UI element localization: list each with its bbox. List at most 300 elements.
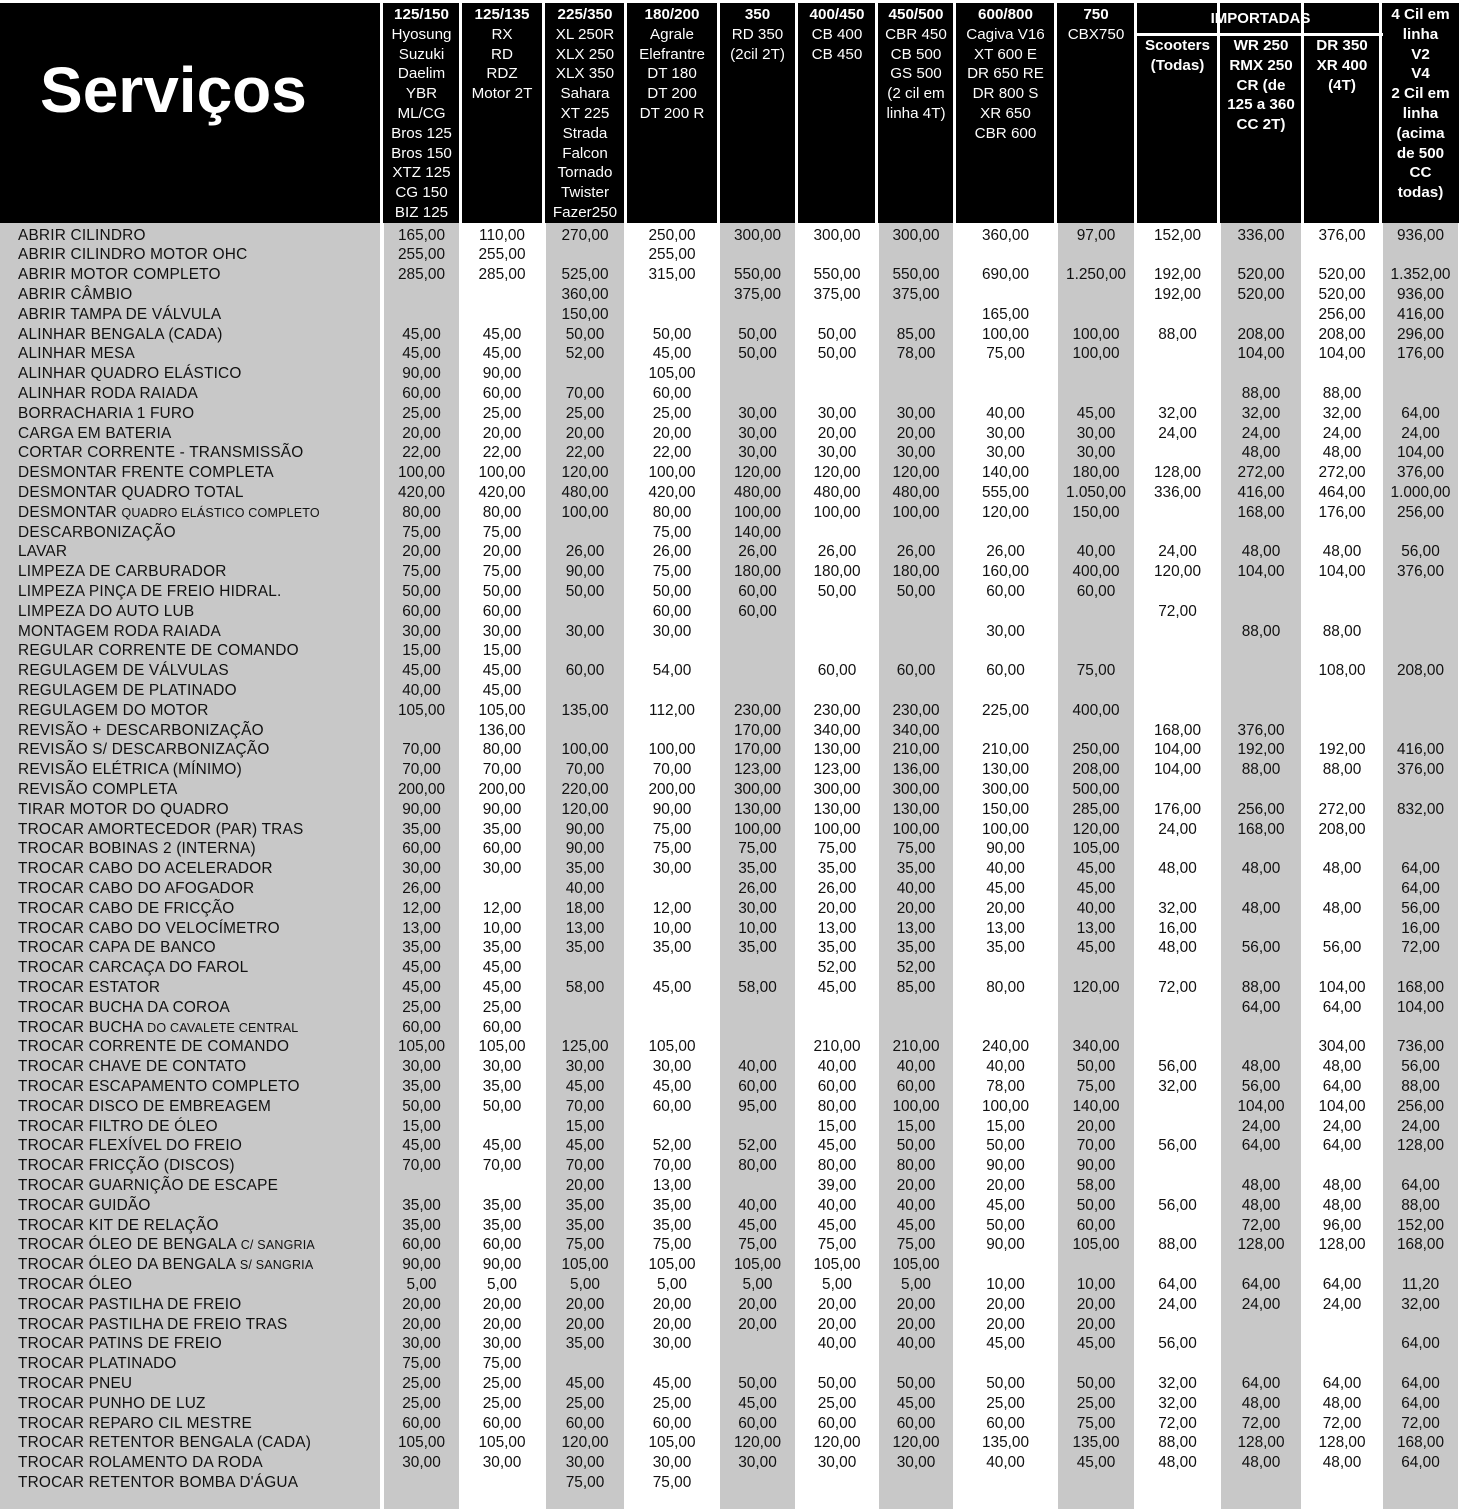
table-row — [0, 1037, 1459, 1057]
price-cell: 20,00 — [986, 899, 1025, 917]
price-cell: 48,00 — [1241, 543, 1281, 561]
price-cell: 96,00 — [1322, 1216, 1362, 1234]
service-label: TROCAR ÓLEO DA BENGALA — [18, 1256, 240, 1274]
service-label: TROCAR PASTILHA DE FREIO TRAS — [18, 1315, 288, 1333]
price-cell: 40,00 — [738, 1196, 777, 1214]
price-cell: 72,00 — [1158, 1414, 1197, 1432]
price-cell: 45,00 — [738, 1216, 777, 1234]
price-cell: 60,00 — [402, 840, 441, 858]
price-cell: 24,00 — [1158, 424, 1197, 442]
table-row — [0, 958, 1459, 978]
price-cell: 208,00 — [1396, 662, 1445, 680]
price-cell: 45,00 — [1076, 879, 1116, 897]
price-cell: 35,00 — [565, 860, 605, 878]
price-cell: 56,00 — [1241, 1077, 1281, 1095]
table-row — [0, 325, 1459, 345]
price-cell: 60,00 — [738, 1077, 777, 1095]
price-cell: 176,00 — [1153, 800, 1202, 818]
price-cell: 40,00 — [896, 1196, 936, 1214]
price-cell: 104,00 — [1237, 345, 1285, 363]
service-label: REGULAGEM DE VÁLVULAS — [18, 662, 229, 680]
price-cell: 20,00 — [402, 1295, 441, 1313]
price-cell: 20,00 — [565, 1315, 605, 1333]
column-header-line: CC 2T) — [1236, 116, 1286, 134]
price-cell: 420,00 — [397, 483, 446, 501]
column-header-line: Twister — [560, 184, 610, 202]
price-cell: 48,00 — [1322, 444, 1362, 462]
price-cell: 130,00 — [892, 800, 940, 818]
price-cell: 192,00 — [1153, 266, 1202, 284]
table-row — [0, 1235, 1459, 1255]
price-cell: 60,00 — [482, 840, 522, 858]
service-label: DESMONTAR — [18, 503, 122, 521]
column-header-line: Bros 125 — [391, 124, 452, 142]
price-cell: 416,00 — [1396, 741, 1445, 759]
price-cell: 35,00 — [482, 1077, 522, 1095]
price-cell: 340,00 — [1072, 1038, 1120, 1056]
service-label: TROCAR GUIDÃO — [18, 1196, 151, 1214]
price-cell: 25,00 — [402, 1374, 441, 1392]
price-cell: 16,00 — [1158, 919, 1197, 937]
service-name — [18, 503, 320, 524]
service-name — [18, 1394, 206, 1414]
price-cell: 168,00 — [1396, 1434, 1445, 1452]
table-row — [0, 344, 1459, 364]
price-cell: 75,00 — [652, 1236, 692, 1254]
column-header-line: (2cil 2T) — [730, 45, 785, 63]
price-cell: 100,00 — [561, 741, 609, 759]
price-cell: 135,00 — [1072, 1434, 1120, 1452]
column-header-line: CBX750 — [1067, 25, 1125, 43]
service-name — [18, 1117, 218, 1137]
price-cell: 56,00 — [1401, 543, 1440, 561]
price-cell: 255,00 — [478, 246, 526, 264]
price-cell: 300,00 — [733, 780, 782, 798]
column-header-6 — [798, 5, 876, 64]
price-cell: 80,00 — [738, 1157, 777, 1175]
price-cell: 30,00 — [565, 622, 605, 640]
service-label: LIMPEZA PINÇA DE FREIO HIDRAL. — [18, 582, 282, 600]
table-row — [0, 998, 1459, 1018]
table-row — [0, 1057, 1459, 1077]
price-cell: 64,00 — [1241, 1137, 1281, 1155]
price-cell: 26,00 — [896, 543, 936, 561]
column-header-line: RD — [491, 45, 513, 63]
price-cell: 35,00 — [482, 1196, 522, 1214]
price-cell: 170,00 — [733, 721, 782, 739]
price-cell: 336,00 — [1153, 483, 1202, 501]
price-cell: 52,00 — [817, 959, 857, 977]
price-cell: 375,00 — [733, 285, 782, 303]
price-cell: 72,00 — [1158, 978, 1197, 996]
price-cell: 45,00 — [896, 1216, 936, 1234]
service-label: REVISÃO COMPLETA — [18, 780, 178, 798]
price-cell: 464,00 — [1318, 483, 1366, 501]
service-name — [18, 602, 194, 622]
price-cell: 520,00 — [1237, 266, 1285, 284]
price-cell: 936,00 — [1396, 226, 1445, 244]
column-header-line: XLX 350 — [555, 65, 615, 83]
price-cell: 20,00 — [565, 1176, 605, 1194]
column-header-line: XT 600 E — [973, 45, 1038, 63]
price-cell: 50,00 — [1076, 1374, 1116, 1392]
price-cell: 20,00 — [738, 1315, 777, 1333]
price-cell: 64,00 — [1401, 1454, 1440, 1472]
table-row — [0, 1018, 1459, 1038]
price-cell: 11,20 — [1401, 1275, 1440, 1293]
price-cell: 13,00 — [652, 1176, 692, 1194]
price-cell: 45,00 — [482, 345, 522, 363]
service-label: DESMONTAR QUADRO TOTAL — [18, 483, 244, 501]
service-name — [18, 1433, 311, 1453]
price-cell: 20,00 — [402, 424, 441, 442]
price-cell: 50,00 — [817, 1374, 857, 1392]
price-cell: 26,00 — [652, 543, 692, 561]
price-cell: 45,00 — [1076, 404, 1116, 422]
price-cell: 20,00 — [1076, 1315, 1116, 1333]
price-cell: 90,00 — [482, 1256, 522, 1274]
price-cell: 192,00 — [1153, 285, 1202, 303]
price-cell: 75,00 — [482, 523, 522, 541]
price-cell: 75,00 — [1076, 1414, 1116, 1432]
table-row — [0, 285, 1459, 305]
price-cell: 35,00 — [652, 939, 692, 957]
price-cell: 52,00 — [896, 959, 936, 977]
service-label: BORRACHARIA 1 FURO — [18, 404, 195, 422]
service-label: TROCAR ESTATOR — [18, 978, 161, 996]
column-header-line: Daelim — [397, 65, 446, 83]
service-name — [18, 978, 160, 998]
price-cell: 20,00 — [652, 424, 692, 442]
service-label: TROCAR DISCO DE EMBREAGEM — [18, 1097, 271, 1115]
price-cell: 25,00 — [482, 1374, 522, 1392]
service-name — [18, 1216, 219, 1236]
price-cell: 20,00 — [565, 1295, 605, 1313]
price-cell: 140,00 — [1072, 1097, 1120, 1115]
price-cell: 555,00 — [981, 483, 1030, 501]
price-cell: 100,00 — [648, 741, 696, 759]
service-name — [18, 1077, 300, 1097]
price-cell: 30,00 — [817, 1454, 857, 1472]
price-cell: 32,00 — [1158, 899, 1197, 917]
price-cell: 100,00 — [561, 503, 609, 521]
price-cell: 5,00 — [901, 1275, 931, 1293]
service-name — [18, 523, 176, 543]
price-cell: 45,00 — [482, 959, 522, 977]
price-cell: 30,00 — [896, 1454, 936, 1472]
column-header-line: Scooters — [1145, 37, 1210, 54]
price-cell: 25,00 — [402, 998, 441, 1016]
service-name — [18, 226, 146, 246]
table-row — [0, 1136, 1459, 1156]
price-cell: 80,00 — [402, 503, 441, 521]
price-cell: 88,00 — [1241, 978, 1281, 996]
price-cell: 64,00 — [1241, 1374, 1281, 1392]
price-cell: 48,00 — [1241, 1176, 1281, 1194]
price-cell: 75,00 — [402, 523, 441, 541]
price-cell: 48,00 — [1241, 1196, 1281, 1214]
price-cell: 35,00 — [565, 1335, 605, 1353]
price-cell: 168,00 — [1237, 503, 1285, 521]
service-name — [18, 483, 244, 503]
table-row — [0, 820, 1459, 840]
price-cell: 168,00 — [1396, 978, 1445, 996]
table-row — [0, 661, 1459, 681]
price-cell: 120,00 — [892, 1434, 940, 1452]
price-cell: 70,00 — [565, 1157, 605, 1175]
price-cell: 80,00 — [482, 503, 522, 521]
price-cell: 120,00 — [561, 1434, 609, 1452]
price-cell: 70,00 — [482, 1157, 522, 1175]
column-header-line: todas) — [1397, 184, 1444, 202]
service-name — [18, 325, 223, 345]
service-label: ABRIR CILINDRO — [18, 226, 146, 244]
price-cell: 100,00 — [892, 1097, 940, 1115]
service-label: DESMONTAR FRENTE COMPLETA — [18, 464, 274, 482]
price-cell: 24,00 — [1322, 424, 1362, 442]
price-cell: 10,00 — [986, 1275, 1025, 1293]
price-cell: 192,00 — [1237, 741, 1285, 759]
price-cell: 256,00 — [1318, 305, 1366, 323]
price-cell: 60,00 — [896, 1077, 936, 1095]
price-cell: 90,00 — [986, 1236, 1025, 1254]
service-name — [18, 1176, 278, 1196]
price-cell: 40,00 — [986, 1058, 1025, 1076]
price-cell: 48,00 — [1322, 1454, 1362, 1472]
price-cell: 152,00 — [1153, 226, 1202, 244]
price-cell: 26,00 — [986, 543, 1025, 561]
column-header-line: DT 200 R — [639, 104, 705, 122]
column-header-line: WR 250 — [1233, 37, 1289, 54]
price-cell: 60,00 — [738, 582, 777, 600]
price-cell: 80,00 — [986, 978, 1025, 996]
column-header-line: XT 225 — [560, 104, 610, 122]
price-cell: 255,00 — [397, 246, 446, 264]
service-label: LIMPEZA DO AUTO LUB — [18, 602, 195, 620]
price-cell: 30,00 — [652, 1454, 692, 1472]
table-row — [0, 1097, 1459, 1117]
price-cell: 208,00 — [1318, 820, 1366, 838]
price-cell: 50,00 — [817, 325, 857, 343]
price-cell: 400,00 — [1072, 701, 1120, 719]
service-label: ABRIR MOTOR COMPLETO — [18, 266, 221, 284]
table-row — [0, 879, 1459, 899]
price-cell: 400,00 — [1072, 563, 1120, 581]
service-label: TROCAR PATINS DE FREIO — [18, 1335, 222, 1353]
service-name — [18, 899, 234, 919]
column-header-line: CB 450 — [811, 45, 863, 63]
price-cell: 40,00 — [986, 404, 1025, 422]
price-cell: 30,00 — [565, 1454, 605, 1472]
table-row — [0, 1374, 1459, 1394]
price-cell: 40,00 — [565, 879, 605, 897]
column-header-line: linha 4T) — [886, 104, 946, 122]
price-cell: 20,00 — [817, 424, 857, 442]
column-header-line: 400/450 — [809, 6, 865, 23]
price-cell: 45,00 — [565, 1137, 605, 1155]
table-row — [0, 483, 1459, 503]
price-cell: 50,00 — [738, 345, 777, 363]
service-label: REGULAGEM DE PLATINADO — [18, 681, 237, 699]
service-name — [18, 1473, 298, 1493]
price-cell: 5,00 — [487, 1275, 517, 1293]
service-name — [18, 1018, 298, 1039]
price-cell: 70,00 — [402, 741, 441, 759]
service-label: TROCAR FLEXÍVEL DO FREIO — [18, 1137, 243, 1155]
price-cell: 32,00 — [1322, 404, 1362, 422]
service-label: ALINHAR BENGALA (CADA) — [18, 325, 223, 343]
price-cell: 88,00 — [1158, 325, 1197, 343]
price-cell: 60,00 — [565, 1414, 605, 1432]
price-cell: 20,00 — [482, 424, 522, 442]
service-label: TROCAR FRICÇÃO (DISCOS) — [18, 1157, 235, 1175]
price-cell: 20,00 — [896, 1315, 936, 1333]
price-cell: 45,00 — [1076, 1454, 1116, 1472]
price-cell: 25,00 — [482, 1394, 522, 1412]
price-cell: 60,00 — [652, 1414, 692, 1432]
price-cell: 208,00 — [1318, 325, 1366, 343]
price-cell: 20,00 — [565, 424, 605, 442]
service-label: ABRIR CÂMBIO — [18, 285, 133, 303]
price-cell: 88,00 — [1241, 622, 1281, 640]
price-cell: 105,00 — [648, 1434, 696, 1452]
price-cell: 48,00 — [1241, 899, 1281, 917]
price-cell: 35,00 — [402, 1196, 441, 1214]
price-cell: 20,00 — [896, 899, 936, 917]
price-cell: 13,00 — [817, 919, 857, 937]
price-cell: 15,00 — [402, 642, 441, 660]
table-row — [0, 938, 1459, 958]
column-header-line: Cagiva V16 — [966, 25, 1045, 43]
service-label: TROCAR CABO DO ACELERADOR — [18, 860, 273, 878]
price-cell: 48,00 — [1241, 444, 1281, 462]
price-cell: 64,00 — [1401, 1176, 1440, 1194]
price-cell: 130,00 — [813, 800, 861, 818]
price-cell: 105,00 — [478, 701, 526, 719]
service-label: CORTAR CORRENTE - TRANSMISSÃO — [18, 444, 304, 462]
price-cell: 32,00 — [1158, 404, 1197, 422]
table-row — [0, 1156, 1459, 1176]
price-cell: 123,00 — [733, 761, 782, 779]
column-header-line: Motor 2T — [471, 85, 533, 103]
service-name — [18, 1374, 132, 1394]
price-cell: 168,00 — [1237, 820, 1285, 838]
page-title: Serviços — [40, 54, 307, 126]
price-cell: 45,00 — [565, 1374, 605, 1392]
price-cell: 64,00 — [1401, 404, 1440, 422]
price-cell: 120,00 — [981, 503, 1030, 521]
table-row — [0, 364, 1459, 384]
table-row — [0, 1414, 1459, 1434]
table-row — [0, 899, 1459, 919]
price-cell: 30,00 — [896, 444, 936, 462]
price-cell: 128,00 — [1318, 1236, 1366, 1254]
price-cell: 60,00 — [817, 1414, 857, 1432]
price-cell: 180,00 — [1072, 464, 1120, 482]
price-cell: 26,00 — [817, 879, 857, 897]
price-cell: 13,00 — [565, 919, 605, 937]
price-cell: 35,00 — [565, 1196, 605, 1214]
service-name — [18, 463, 274, 483]
table-row — [0, 1196, 1459, 1216]
price-cell: 48,00 — [1322, 1176, 1362, 1194]
price-cell: 60,00 — [402, 1018, 441, 1036]
price-cell: 48,00 — [1241, 1058, 1281, 1076]
table-row — [0, 740, 1459, 760]
service-name — [18, 542, 67, 562]
price-cell: 105,00 — [813, 1256, 861, 1274]
price-cell: 270,00 — [561, 226, 609, 244]
column-header-13 — [1382, 5, 1459, 203]
price-cell: 64,00 — [1158, 1275, 1197, 1293]
price-cell: 105,00 — [1072, 1236, 1120, 1254]
service-label: ALINHAR RODA RAIADA — [18, 384, 198, 402]
service-label: TROCAR CABO DO AFOGADOR — [18, 879, 255, 897]
price-cell: 80,00 — [652, 503, 692, 521]
price-cell: 360,00 — [561, 285, 609, 303]
service-label: REGULAGEM DO MOTOR — [18, 701, 209, 719]
price-cell: 48,00 — [1322, 899, 1362, 917]
price-cell: 26,00 — [738, 879, 777, 897]
price-cell: 105,00 — [478, 1434, 526, 1452]
service-label: TROCAR PLATINADO — [18, 1355, 177, 1373]
price-cell: 272,00 — [1318, 464, 1366, 482]
price-cell: 45,00 — [817, 978, 857, 996]
column-header-10 — [1137, 36, 1218, 76]
price-cell: 20,00 — [402, 543, 441, 561]
price-cell: 75,00 — [896, 1236, 936, 1254]
table-row — [0, 1315, 1459, 1335]
price-cell: 50,00 — [986, 1374, 1025, 1392]
price-cell: 25,00 — [652, 404, 692, 422]
price-cell: 35,00 — [402, 820, 441, 838]
column-header-line: CBR 600 — [974, 124, 1037, 142]
price-cell: 35,00 — [817, 860, 857, 878]
price-cell: 416,00 — [1396, 305, 1445, 323]
column-header-line: CBR 450 — [885, 25, 947, 43]
price-cell: 56,00 — [1158, 1196, 1197, 1214]
service-name — [18, 919, 280, 939]
price-cell: 88,00 — [1322, 384, 1362, 402]
price-cell: 85,00 — [896, 325, 936, 343]
price-cell: 105,00 — [648, 1256, 696, 1274]
column-header-line: RDZ — [486, 65, 518, 83]
price-cell: 50,00 — [986, 1216, 1025, 1234]
price-cell: 75,00 — [817, 840, 857, 858]
price-cell: 40,00 — [896, 879, 936, 897]
price-cell: 123,00 — [813, 761, 861, 779]
price-cell: 500,00 — [1072, 780, 1120, 798]
service-label: TROCAR REPARO CIL MESTRE — [18, 1414, 252, 1432]
service-name — [18, 780, 177, 800]
price-cell: 32,00 — [1241, 404, 1281, 422]
price-cell: 48,00 — [1158, 860, 1197, 878]
price-cell: 45,00 — [652, 345, 692, 363]
price-cell: 72,00 — [1401, 1414, 1440, 1432]
price-cell: 13,00 — [402, 919, 441, 937]
price-cell: 120,00 — [892, 464, 940, 482]
column-header-line: 125/150 — [394, 6, 449, 23]
table-row — [0, 1176, 1459, 1196]
price-cell: 336,00 — [1237, 226, 1285, 244]
column-header-line: 4 Cil em — [1391, 6, 1450, 23]
column-header-line: XR 650 — [980, 104, 1031, 122]
column-header-line: CB 500 — [890, 45, 942, 63]
service-name — [18, 641, 299, 661]
column-header-line: 750 — [1083, 6, 1109, 23]
service-label: TROCAR CABO DO VELOCÍMETRO — [18, 919, 280, 937]
price-cell: 72,00 — [1401, 939, 1440, 957]
